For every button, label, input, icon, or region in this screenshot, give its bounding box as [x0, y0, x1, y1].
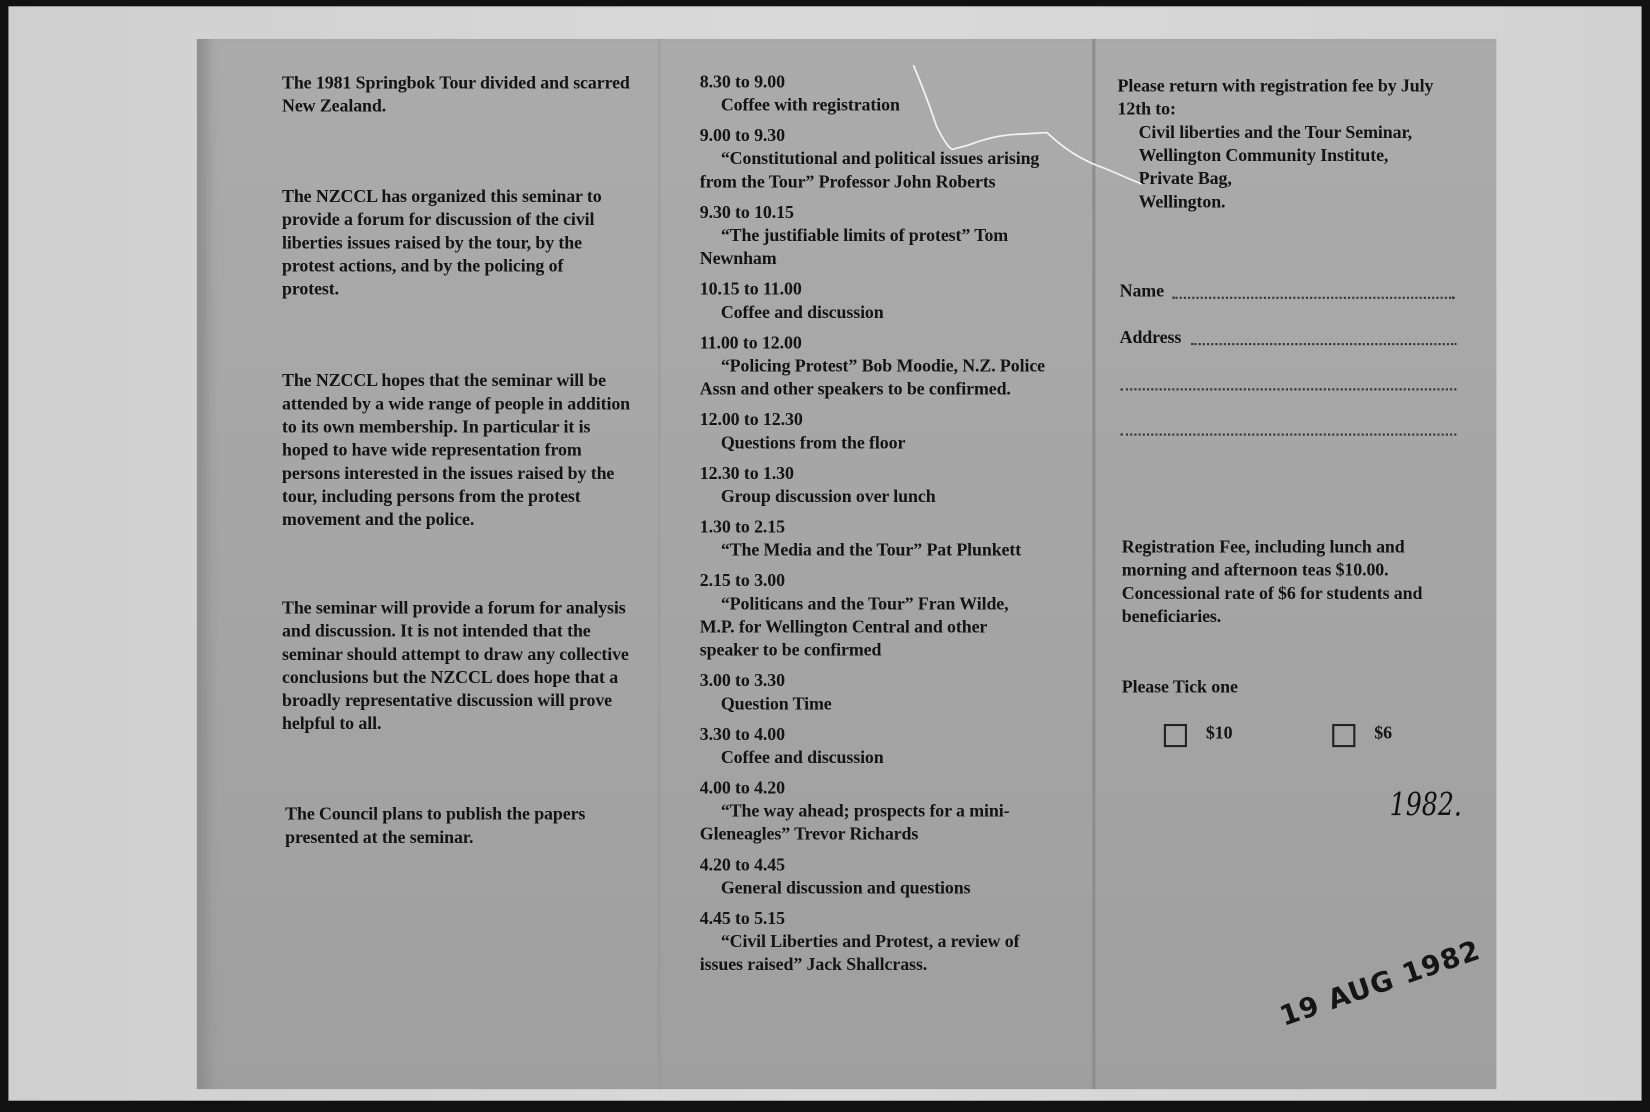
checkbox-6[interactable] — [1332, 724, 1355, 747]
schedule-description: Coffee and discussion — [720, 747, 884, 768]
schedule-entry — [700, 723, 1047, 769]
schedule-time: 1.30 to 2.15 — [699, 516, 785, 537]
schedule-time: 2.15 to 3.00 — [699, 570, 785, 591]
schedule-time: 3.00 to 3.30 — [699, 670, 785, 691]
schedule-description: Group discussion over lunch — [720, 486, 936, 507]
return-text: Please return with registration fee by July 12th to: — [1117, 75, 1434, 119]
intro-paragraph: The 1981 Springbok Tour divided and scarred New Zealand. — [282, 72, 630, 116]
schedule-time: 12.00 to 12.30 — [699, 409, 803, 430]
handwritten-year: 1982. — [1389, 787, 1462, 824]
schedule-entry — [700, 669, 1047, 715]
schedule-description: Questions from the floor — [720, 432, 906, 453]
schedule-entry — [700, 516, 1047, 562]
schedule-time: 9.30 to 10.15 — [699, 202, 794, 223]
address-line: Civil liberties and the Tour Seminar, — [1138, 122, 1413, 143]
schedule-entry — [700, 331, 1047, 400]
publish-paragraph: The Council plans to publish the papers presented at the seminar. — [285, 803, 586, 848]
schedule-description: “Policing Protest” Bob Moodie, N.Z. Police Assn and other speakers to be confirmed. — [699, 355, 1045, 399]
schedule-time: 10.15 to 11.00 — [699, 278, 802, 299]
name-label: Name — [1119, 280, 1164, 301]
address-label: Address — [1119, 327, 1182, 348]
schedule-description: Question Time — [720, 693, 832, 714]
attendance-paragraph: The NZCCL hopes that the seminar will be attended by a wide range of people in addition to its own membership. In particular it is hoped to have wide representation from persons interested in the issues raised by the tour, including persons from the protest movement and the police. — [282, 370, 631, 530]
checkbox-10[interactable] — [1164, 724, 1187, 747]
schedule-time: 3.30 to 4.00 — [699, 723, 785, 744]
schedule-entry — [700, 408, 1047, 454]
schedule-entry — [700, 278, 1047, 324]
schedule-description: Coffee and discussion — [720, 302, 884, 323]
fold-line-right — [1092, 39, 1095, 1089]
address-line: Private Bag, — [1138, 168, 1232, 189]
schedule-time: 4.45 to 5.15 — [699, 908, 785, 929]
address-field-line-1[interactable] — [1191, 343, 1456, 345]
address-line: Wellington Community Institute, — [1138, 145, 1389, 166]
schedule-time: 12.30 to 1.30 — [699, 463, 794, 484]
return-instructions — [1118, 75, 1465, 214]
address-field-line-2[interactable] — [1121, 388, 1457, 390]
seminar-schedule — [700, 71, 1047, 984]
schedule-time: 8.30 to 9.00 — [699, 71, 785, 92]
schedule-description: “Constitutional and political issues arising from the Tour” Professor John Roberts — [699, 148, 1040, 192]
schedule-description: “The way ahead; prospects for a mini-Gleneagles” Trevor Richards — [699, 800, 1010, 844]
schedule-time: 9.00 to 9.30 — [699, 125, 785, 146]
forum-paragraph: The seminar will provide a forum for analysis and discussion. It is not intended that the seminar should attempt to draw any collective conclusions but the NZCCL does hope that a broadly representative discussion will prove helpful to all. — [282, 597, 629, 734]
option-6-label: $6 — [1374, 722, 1392, 743]
name-field[interactable] — [1172, 297, 1454, 299]
schedule-description: General discussion and questions — [720, 877, 971, 898]
schedule-time: 11.00 to 12.00 — [699, 332, 802, 353]
address-line: Wellington. — [1138, 191, 1226, 212]
fee-text: Registration Fee, including lunch and morning and afternoon teas $10.00. Concessional rate of $6 for students and beneficiaries. — [1121, 536, 1423, 627]
schedule-time: 4.00 to 4.20 — [699, 777, 785, 798]
schedule-entry — [700, 201, 1047, 270]
schedule-entry — [700, 853, 1047, 899]
schedule-description: “The Media and the Tour” Pat Plunkett — [720, 539, 1022, 560]
schedule-description: “Politicans and the Tour” Fran Wilde, M.P. for Wellington Central and other speaker to be confirmed — [699, 593, 1009, 660]
fold-line-left — [658, 39, 661, 1089]
schedule-description: “Civil Liberties and Protest, a review of issues raised” Jack Shallcrass. — [699, 931, 1020, 975]
schedule-description: “The justifiable limits of protest” Tom Newnham — [699, 225, 1009, 269]
schedule-entry — [700, 777, 1047, 846]
address-field-line-3[interactable] — [1121, 434, 1457, 436]
tick-label: Please Tick one — [1121, 676, 1238, 697]
option-10-label: $10 — [1205, 722, 1233, 743]
schedule-entry — [700, 462, 1047, 508]
schedule-time: 4.20 to 4.45 — [699, 854, 785, 875]
schedule-description: Coffee with registration — [720, 94, 900, 115]
purpose-paragraph: The NZCCL has organized this seminar to provide a forum for discussion of the civil liberties issues raised by the tour, by the protest actions, and by the policing of protest. — [282, 186, 602, 299]
film-scratch — [905, 63, 1147, 189]
schedule-entry — [700, 907, 1047, 976]
date-stamp: 19 AUG 1982 — [1275, 934, 1485, 1033]
schedule-entry — [700, 569, 1047, 662]
